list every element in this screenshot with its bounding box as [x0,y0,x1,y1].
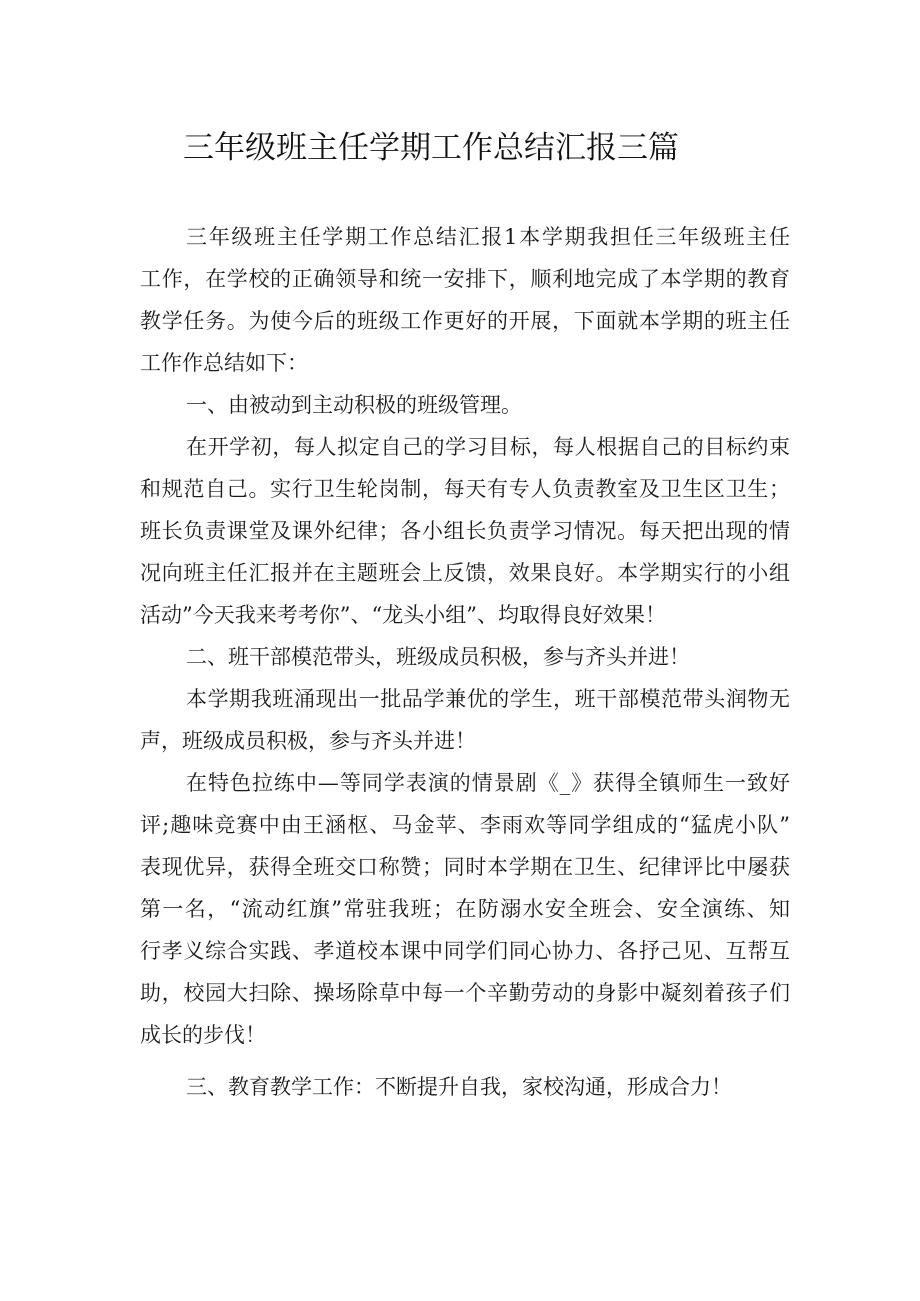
text-line: 工作作总结如下： [140,351,308,375]
text-line: 助，校园大扫除、操场除草中每一个辛勤劳动的身影中凝刻着孩子们 [140,981,790,1005]
text-line: 况向班主任汇报并在主题班会上反馈，效果良好。本学期实行的小组 [140,561,790,585]
text-line: 成长的步伐！ [140,1023,266,1047]
text-line: 评;趣味竞赛中由王涵枢、马金苹、李雨欢等同学组成的“猛虎小队” [140,813,790,837]
text-line: 在开学初，每人拟定自己的学习目标，每人根据自己的目标约束 [186,435,790,459]
paragraph-class-management [140,426,790,636]
section-heading-text: 三、教育教学工作：不断提升自我，家校沟通，形成合力！ [186,1075,732,1099]
text-line: 工作，在学校的正确领导和统一安排下，顺利地完成了本学期的教育 [140,267,790,291]
text-line: 和规范自己。实行卫生轮岗制，每天有专人负责教室及卫生区卫生； [140,477,790,501]
text-line: 活动”今天我来考考你”、“龙头小组”、均取得良好效果！ [140,603,666,627]
paragraph-class-leaders [140,678,790,762]
text-line: 行孝义综合实践、孝道校本课中同学们同心协力、各抒己见、互帮互 [140,939,790,963]
paragraph-gap [140,1056,790,1066]
document-title: 三年级班主任学期工作总结汇报三篇 [183,130,679,166]
text-line: 声，班级成员积极，参与齐头并进！ [140,729,476,753]
section-heading-1 [140,384,790,426]
text-line: 第一名，“流动红旗”常驻我班；在防溺水安全班会、安全演练、知 [140,897,790,921]
section-heading-3 [140,1066,790,1108]
text-line: 班长负责课堂及课外纪律；各小组长负责学习情况。每天把出现的情 [140,519,790,543]
text-line: 在特色拉练中—等同学表演的情景剧《_》获得全镇师生一致好 [186,771,790,795]
section-heading-text: 二、班干部模范带头，班级成员积极，参与齐头并进！ [186,645,690,669]
paragraph-intro [140,216,790,384]
text-line: 本学期我班涌现出一批品学兼优的学生，班干部模范带头润物无 [186,687,790,711]
section-heading-text: 一、由被动到主动积极的班级管理。 [186,393,522,417]
section-heading-2 [140,636,790,678]
text-line: 表现优异，获得全班交口称赞；同时本学期在卫生、纪律评比中屡获 [140,855,790,879]
paragraph-activities [140,762,790,1056]
document-body [140,216,790,1108]
text-line: 三年级班主任学期工作总结汇报1本学期我担任三年级班主任 [186,225,790,249]
text-line: 教学任务。为使今后的班级工作更好的开展，下面就本学期的班主任 [140,309,790,333]
